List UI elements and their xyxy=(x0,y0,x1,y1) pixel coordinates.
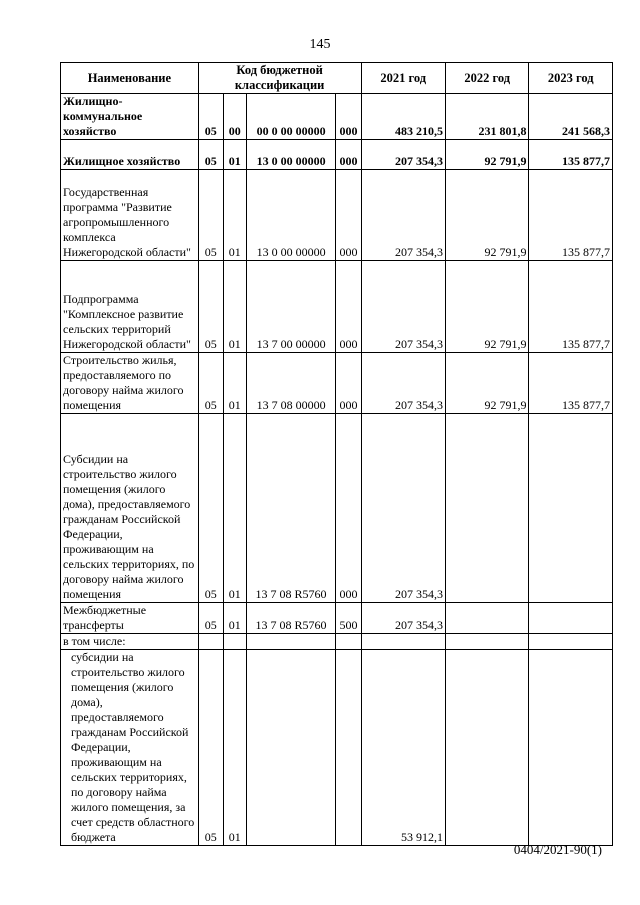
code-subsection: 01 xyxy=(223,650,246,846)
table-row xyxy=(61,94,613,140)
value-2021: 207 354,3 xyxy=(361,170,446,261)
table-row xyxy=(61,650,613,846)
code-target: 13 7 08 R5760 xyxy=(246,414,336,603)
header-name: Наименование xyxy=(61,63,199,94)
code-target: 13 7 00 00000 xyxy=(246,261,336,353)
value-2023: 135 877,7 xyxy=(529,170,613,261)
row-name: Государственная программа "Развитие агропромышленного комплекса Нижегородской области" xyxy=(61,170,199,261)
row-name: Строительство жилья, предоставляемого по договору найма жилого помещения xyxy=(61,353,199,414)
value-2023 xyxy=(529,650,613,846)
row-name: Подпрограмма "Комплексное развитие сельских территорий Нижегородской области" xyxy=(61,261,199,353)
header-code: Код бюджетной классификации xyxy=(198,63,361,94)
code-target: 00 0 00 00000 xyxy=(246,94,336,140)
code-subsection: 01 xyxy=(223,414,246,603)
row-name: Субсидии на строительство жилого помещения (жилого дома), предоставляемого гражданам Российской Федерации, проживающим на сельских территориях, по договору найма жилого помещения xyxy=(61,414,199,603)
code-type: 000 xyxy=(336,94,361,140)
value-2022: 92 791,9 xyxy=(446,353,529,414)
header-row xyxy=(61,63,613,94)
header-2023: 2023 год xyxy=(529,63,613,94)
code-subsection: 01 xyxy=(223,353,246,414)
code-subsection: 01 xyxy=(223,603,246,634)
code-target: 13 7 08 R5760 xyxy=(246,603,336,634)
code-target: 13 7 08 00000 xyxy=(246,353,336,414)
value-2021: 207 354,3 xyxy=(361,603,446,634)
value-2022: 231 801,8 xyxy=(446,94,529,140)
code-section: 05 xyxy=(198,650,223,846)
code-section xyxy=(198,634,223,650)
code-target xyxy=(246,650,336,846)
value-2021: 207 354,3 xyxy=(361,140,446,170)
code-type: 000 xyxy=(336,170,361,261)
code-type xyxy=(336,634,361,650)
code-type: 000 xyxy=(336,140,361,170)
value-2021 xyxy=(361,634,446,650)
code-subsection: 01 xyxy=(223,261,246,353)
budget-table xyxy=(60,62,613,846)
value-2021: 53 912,1 xyxy=(361,650,446,846)
value-2023 xyxy=(529,414,613,603)
value-2023: 241 568,3 xyxy=(529,94,613,140)
row-name: Межбюджетные трансферты xyxy=(61,603,199,634)
code-target: 13 0 00 00000 xyxy=(246,170,336,261)
value-2021: 207 354,3 xyxy=(361,414,446,603)
value-2023: 135 877,7 xyxy=(529,261,613,353)
value-2022: 92 791,9 xyxy=(446,261,529,353)
document-code: 0404/2021-90(1) xyxy=(513,842,602,857)
table-row xyxy=(61,353,613,414)
table-row xyxy=(61,603,613,634)
code-target: 13 0 00 00000 xyxy=(246,140,336,170)
code-section: 05 xyxy=(198,140,223,170)
value-2023 xyxy=(529,603,613,634)
table-row xyxy=(61,261,613,353)
header-2021: 2021 год xyxy=(361,63,446,94)
header-2022: 2022 год xyxy=(446,63,529,94)
code-section: 05 xyxy=(198,414,223,603)
code-subsection: 01 xyxy=(223,170,246,261)
page-number: 145 xyxy=(309,37,331,52)
value-2023 xyxy=(529,634,613,650)
code-subsection xyxy=(223,634,246,650)
table-row xyxy=(61,170,613,261)
value-2022 xyxy=(446,414,529,603)
value-2023: 135 877,7 xyxy=(529,353,613,414)
value-2022: 92 791,9 xyxy=(446,140,529,170)
row-name: Жилищно-коммунальное хозяйство xyxy=(61,94,199,140)
table-row xyxy=(61,414,613,603)
value-2023: 135 877,7 xyxy=(529,140,613,170)
value-2021: 483 210,5 xyxy=(361,94,446,140)
row-name: субсидии на строительство жилого помещения (жилого дома), предоставляемого гражданам Российской Федерации, проживающим на сельских территориях, по договору найма жилого помещения, за счет средств областного бюджета xyxy=(61,650,199,846)
value-2022 xyxy=(446,634,529,650)
code-type: 000 xyxy=(336,414,361,603)
value-2021: 207 354,3 xyxy=(361,261,446,353)
code-type: 000 xyxy=(336,261,361,353)
code-subsection: 01 xyxy=(223,140,246,170)
code-subsection: 00 xyxy=(223,94,246,140)
code-type: 000 xyxy=(336,353,361,414)
table-row xyxy=(61,634,613,650)
code-target xyxy=(246,634,336,650)
code-section: 05 xyxy=(198,170,223,261)
value-2021: 207 354,3 xyxy=(361,353,446,414)
value-2022 xyxy=(446,603,529,634)
table-row xyxy=(61,140,613,170)
value-2022 xyxy=(446,650,529,846)
value-2022: 92 791,9 xyxy=(446,170,529,261)
code-type: 500 xyxy=(336,603,361,634)
code-section: 05 xyxy=(198,261,223,353)
code-section: 05 xyxy=(198,353,223,414)
row-name: в том числе: xyxy=(61,634,199,650)
code-section: 05 xyxy=(198,94,223,140)
row-name: Жилищное хозяйство xyxy=(61,140,199,170)
code-section: 05 xyxy=(198,603,223,634)
code-type xyxy=(336,650,361,846)
